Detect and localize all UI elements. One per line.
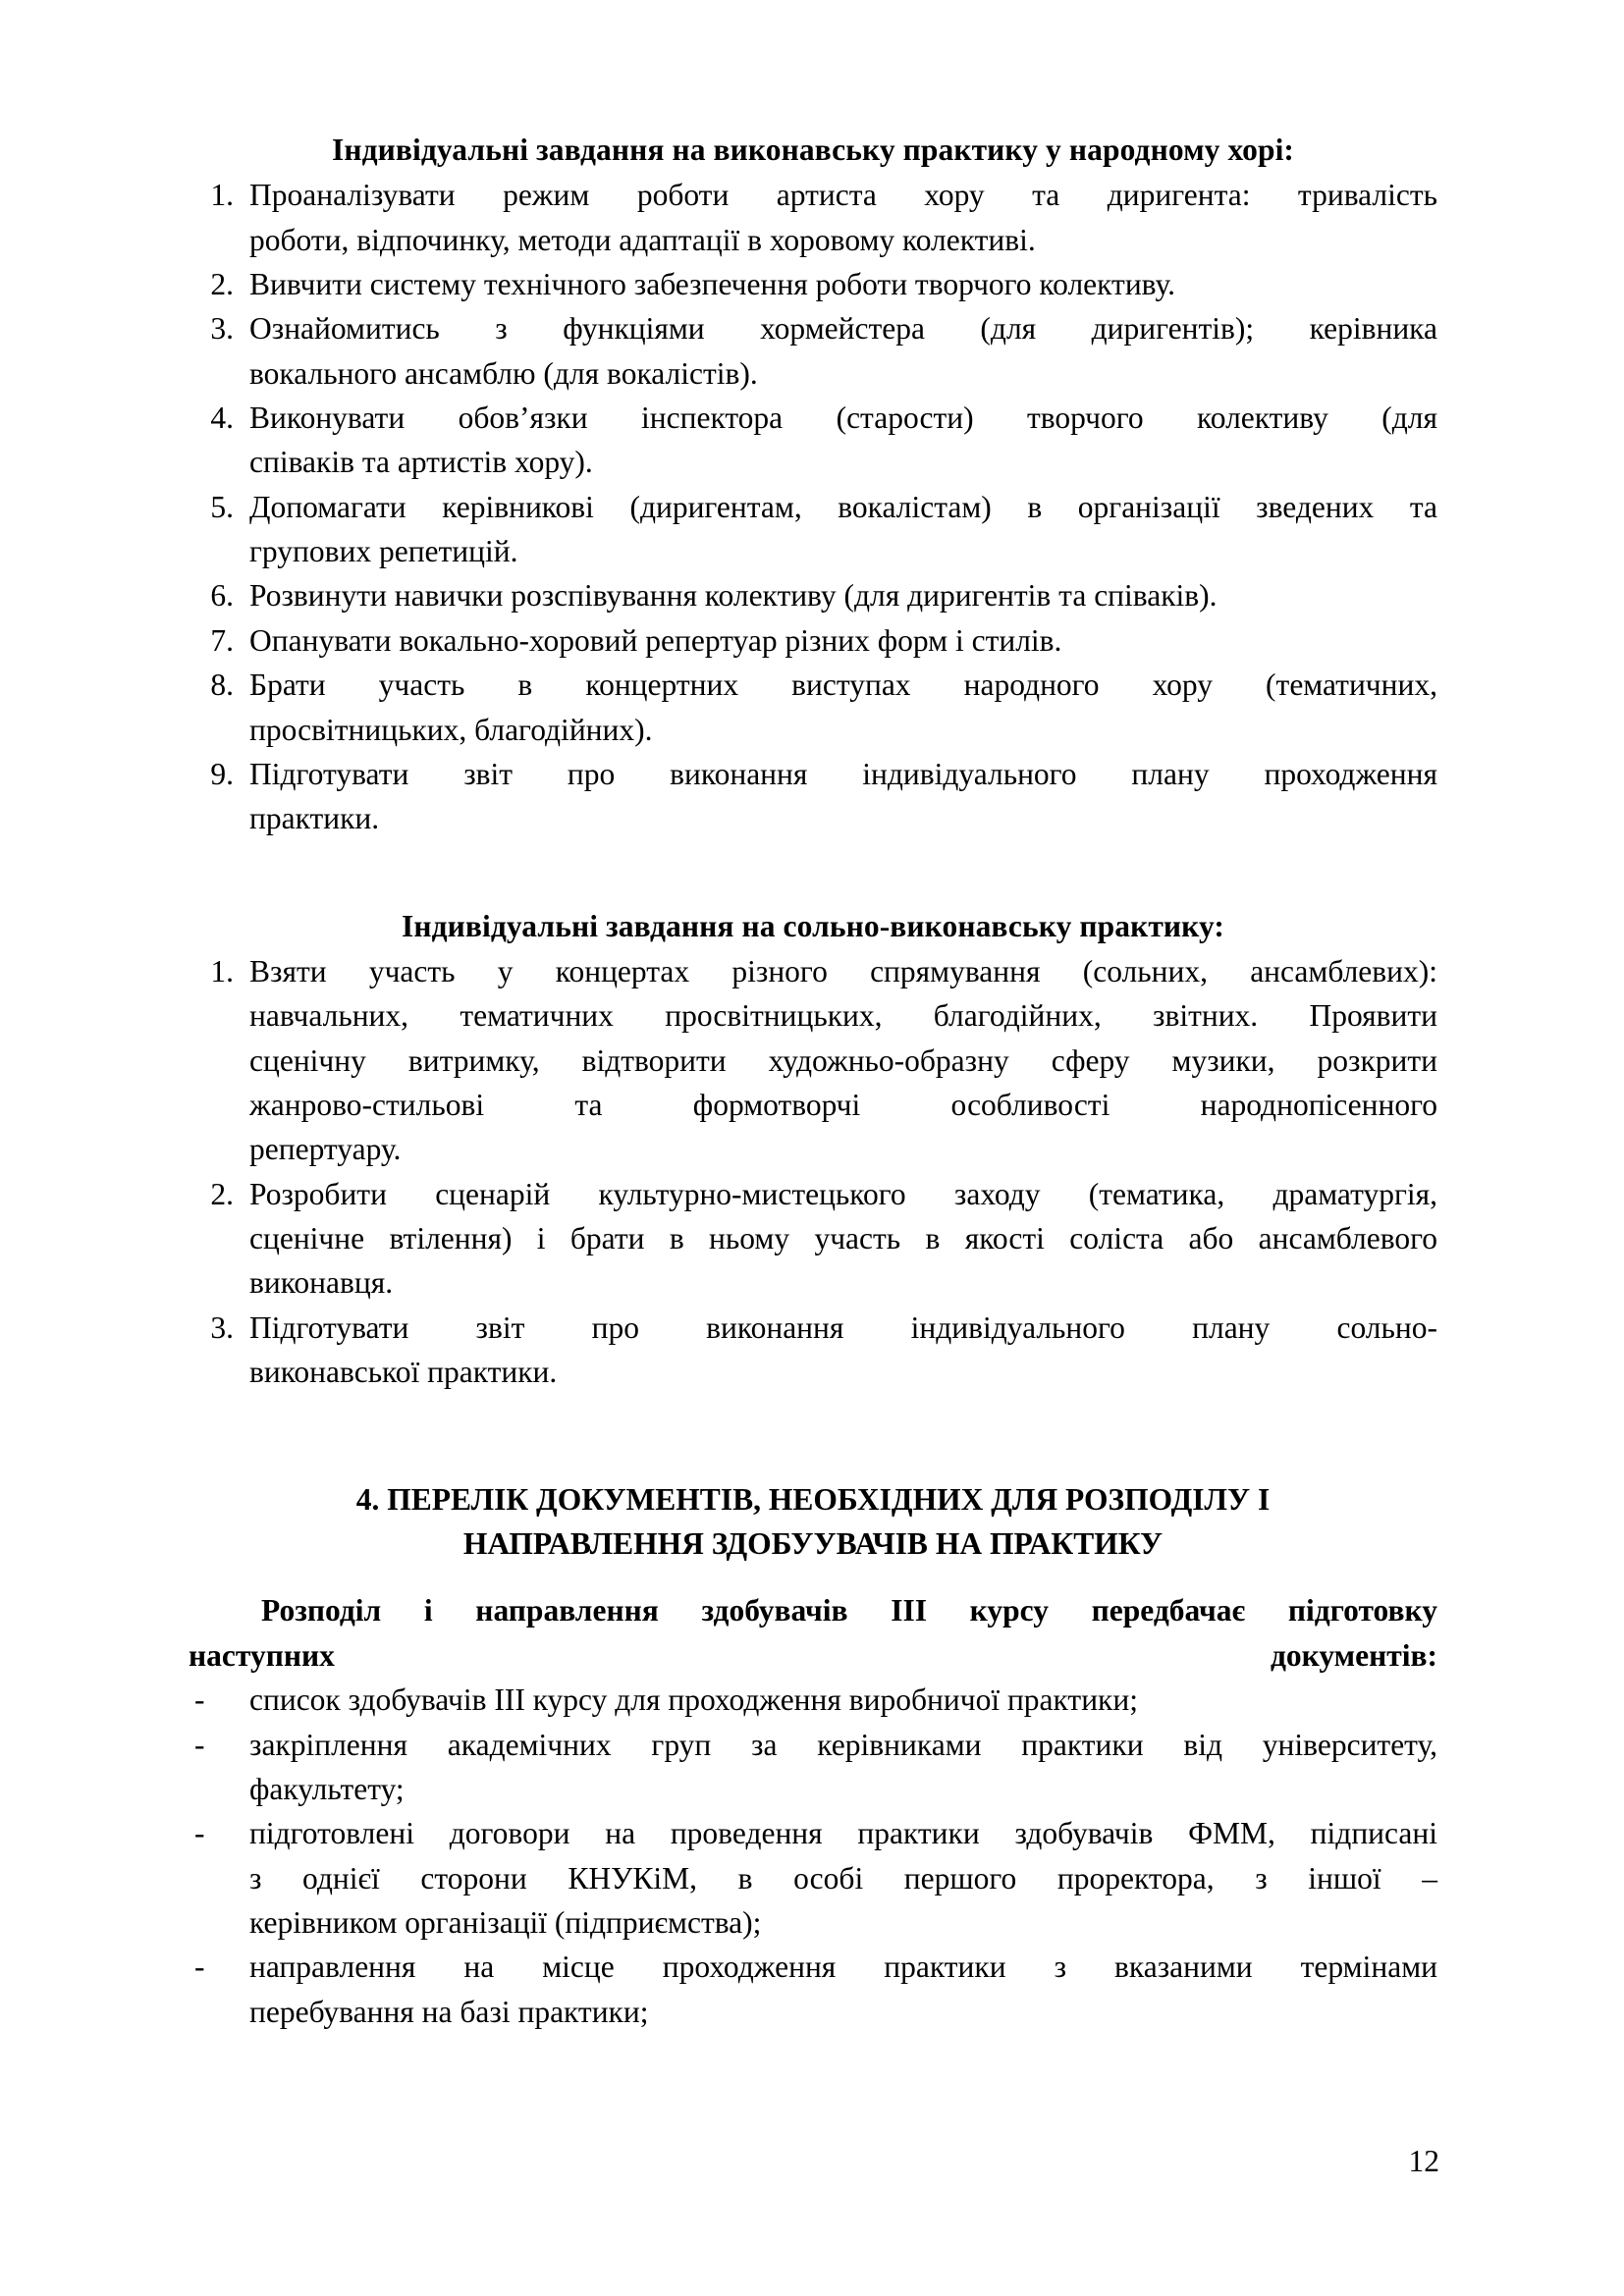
chapter-lead-paragraph [189, 1588, 1437, 1678]
list-marker: 3. [210, 311, 234, 347]
text-line: Взяти участь у концертах різного спрямування (сольних, ансамблевих): [249, 953, 1437, 988]
text-line: Розвинути навички розспівування колективу (для диригентів та співаків). [249, 578, 1218, 614]
section-heading-choir-tasks: Індивідуальні завдання на виконавську практику у народному хорі: [331, 133, 1295, 167]
text-line: Підготувати звіт про виконання індивідуального плану проходження [249, 756, 1437, 791]
text-line: виконавської практики. [249, 1355, 558, 1390]
list-item-text [249, 1811, 1437, 1945]
list-item [189, 663, 1437, 752]
list-marker: 4. [210, 400, 234, 435]
list-marker: - [194, 1727, 205, 1762]
text-line: навчальних, тематичних просвітницьких, благодійних, звітних. Проявити [249, 998, 1437, 1034]
choir-tasks-list [189, 173, 1437, 840]
list-marker: 8. [210, 667, 234, 703]
list-item-text [249, 618, 1437, 663]
list-item [189, 1723, 1437, 1812]
list-marker: 5. [210, 489, 234, 524]
list-item-text [249, 949, 1437, 1172]
list-item-text [249, 1678, 1437, 1722]
text-line: Проаналізувати режим роботи артиста хору та диригента: тривалість [249, 178, 1437, 213]
text-line: Розподіл і направлення здобувачів ІІІ курсу передбачає підготовку [261, 1592, 1437, 1628]
text-line: співаків та артистів хору). [249, 445, 593, 480]
text-line: вокального ансамблю (для вокалістів). [249, 355, 758, 391]
list-marker: - [194, 1682, 205, 1718]
list-item-text [249, 752, 1437, 841]
list-item [189, 1945, 1437, 2034]
lead-spacer [189, 1567, 1437, 1588]
list-item-text [249, 173, 1437, 262]
list-item [189, 1678, 1437, 1722]
list-item-text [249, 1945, 1437, 2034]
text-line: Ознайомитись з функціями хормейстера (для диригентів); керівника [249, 311, 1437, 347]
list-item-text [249, 573, 1437, 617]
list-marker: - [194, 1949, 205, 1985]
list-marker: 7. [210, 622, 234, 658]
list-item-text [249, 1723, 1437, 1812]
text-line: Вивчити систему технічного забезпечення роботи творчого колективу. [249, 266, 1175, 301]
text-line: закріплення академічних груп за керівниками практики від університету, [249, 1727, 1437, 1762]
list-marker: 6. [210, 578, 234, 614]
list-item [189, 618, 1437, 663]
list-item-text [249, 1306, 1437, 1395]
chapter-heading [189, 1478, 1437, 1566]
text-line: жанрово-стильові та формотворчі особливості народнопісенного [249, 1087, 1437, 1122]
text-line: Брати участь в концертних виступах народного хору (тематичних, [249, 667, 1437, 703]
list-marker: 1. [210, 178, 234, 213]
text-line: Виконувати обов’язки інспектора (старости) творчого колективу (для [249, 400, 1437, 435]
list-item [189, 1811, 1437, 1945]
text-line: сценічне втілення) і брати в ньому участь в якості соліста або ансамблевого [249, 1220, 1437, 1255]
section-spacer [189, 841, 1437, 906]
chapter-heading-line-2: НАПРАВЛЕННЯ ЗДОБУУВАЧІВ НА ПРАКТИКУ [462, 1526, 1164, 1562]
text-line: керівником організації (підприємства); [249, 1904, 762, 1940]
list-item-text [249, 1172, 1437, 1306]
list-item [189, 262, 1437, 306]
text-line: групових репетицій. [249, 534, 518, 569]
text-line: практики. [249, 801, 380, 836]
text-line: з однієї сторони КНУКіМ, в особі першого проректора, з іншої – [249, 1860, 1437, 1896]
text-line: Підготувати звіт про виконання індивідуального плану сольно- [249, 1309, 1437, 1345]
text-line: факультету; [249, 1771, 405, 1806]
text-line: сценічну витримку, відтворити художньо-образну сферу музики, розкрити [249, 1042, 1437, 1078]
list-item [189, 396, 1437, 485]
text-line: Допомагати керівникові (диригентам, вокалістам) в організації зведених та [249, 489, 1437, 524]
list-item-text [249, 306, 1437, 396]
chapter-heading-line-1: 4. ПЕРЕЛІК ДОКУМЕНТІВ, НЕОБХІДНИХ ДЛЯ РОЗПОДІЛУ І [355, 1482, 1271, 1518]
text-line: підготовлені договори на проведення практики здобувачів ФММ, підписані [249, 1816, 1437, 1851]
text-line: Опанувати вокально-хоровий репертуар різних форм і стилів. [249, 622, 1062, 658]
list-item [189, 173, 1437, 262]
required-documents-list [189, 1678, 1437, 2034]
text-line: роботи, відпочинку, методи адаптації в хоровому колективі. [249, 222, 1036, 257]
page-number: 12 [1408, 2143, 1439, 2178]
list-item [189, 485, 1437, 574]
text-line: виконавця. [249, 1265, 394, 1301]
list-item [189, 752, 1437, 841]
list-marker: 3. [210, 1309, 234, 1345]
list-item-text [249, 262, 1437, 306]
solo-tasks-list [189, 949, 1437, 1395]
list-item [189, 1172, 1437, 1306]
list-item-text [249, 396, 1437, 485]
list-marker: 2. [210, 266, 234, 301]
list-marker: - [194, 1816, 205, 1851]
list-marker: 1. [210, 953, 234, 988]
list-marker: 9. [210, 756, 234, 791]
list-item [189, 573, 1437, 617]
text-line: просвітницьких, благодійних). [249, 712, 653, 747]
text-line: список здобувачів ІІІ курсу для проходження виробничої практики; [249, 1682, 1138, 1718]
text-line: направлення на місце проходження практики з вказаними термінами [249, 1949, 1437, 1985]
list-item-text [249, 663, 1437, 752]
page-content [189, 130, 1437, 2034]
section-heading-solo-tasks: Індивідуальні завдання на сольно-виконавську практику: [401, 908, 1225, 943]
text-line: перебування на базі практики; [249, 1994, 649, 2029]
list-marker: 2. [210, 1176, 234, 1211]
text-line: Розробити сценарій культурно-мистецького заходу (тематика, драматургія, [249, 1176, 1437, 1211]
list-item [189, 949, 1437, 1172]
text-line: репертуару. [249, 1132, 402, 1167]
list-item-text [249, 485, 1437, 574]
text-line: наступних документів: [189, 1637, 1437, 1673]
list-item [189, 1306, 1437, 1395]
list-item [189, 306, 1437, 396]
chapter-spacer [189, 1394, 1437, 1478]
